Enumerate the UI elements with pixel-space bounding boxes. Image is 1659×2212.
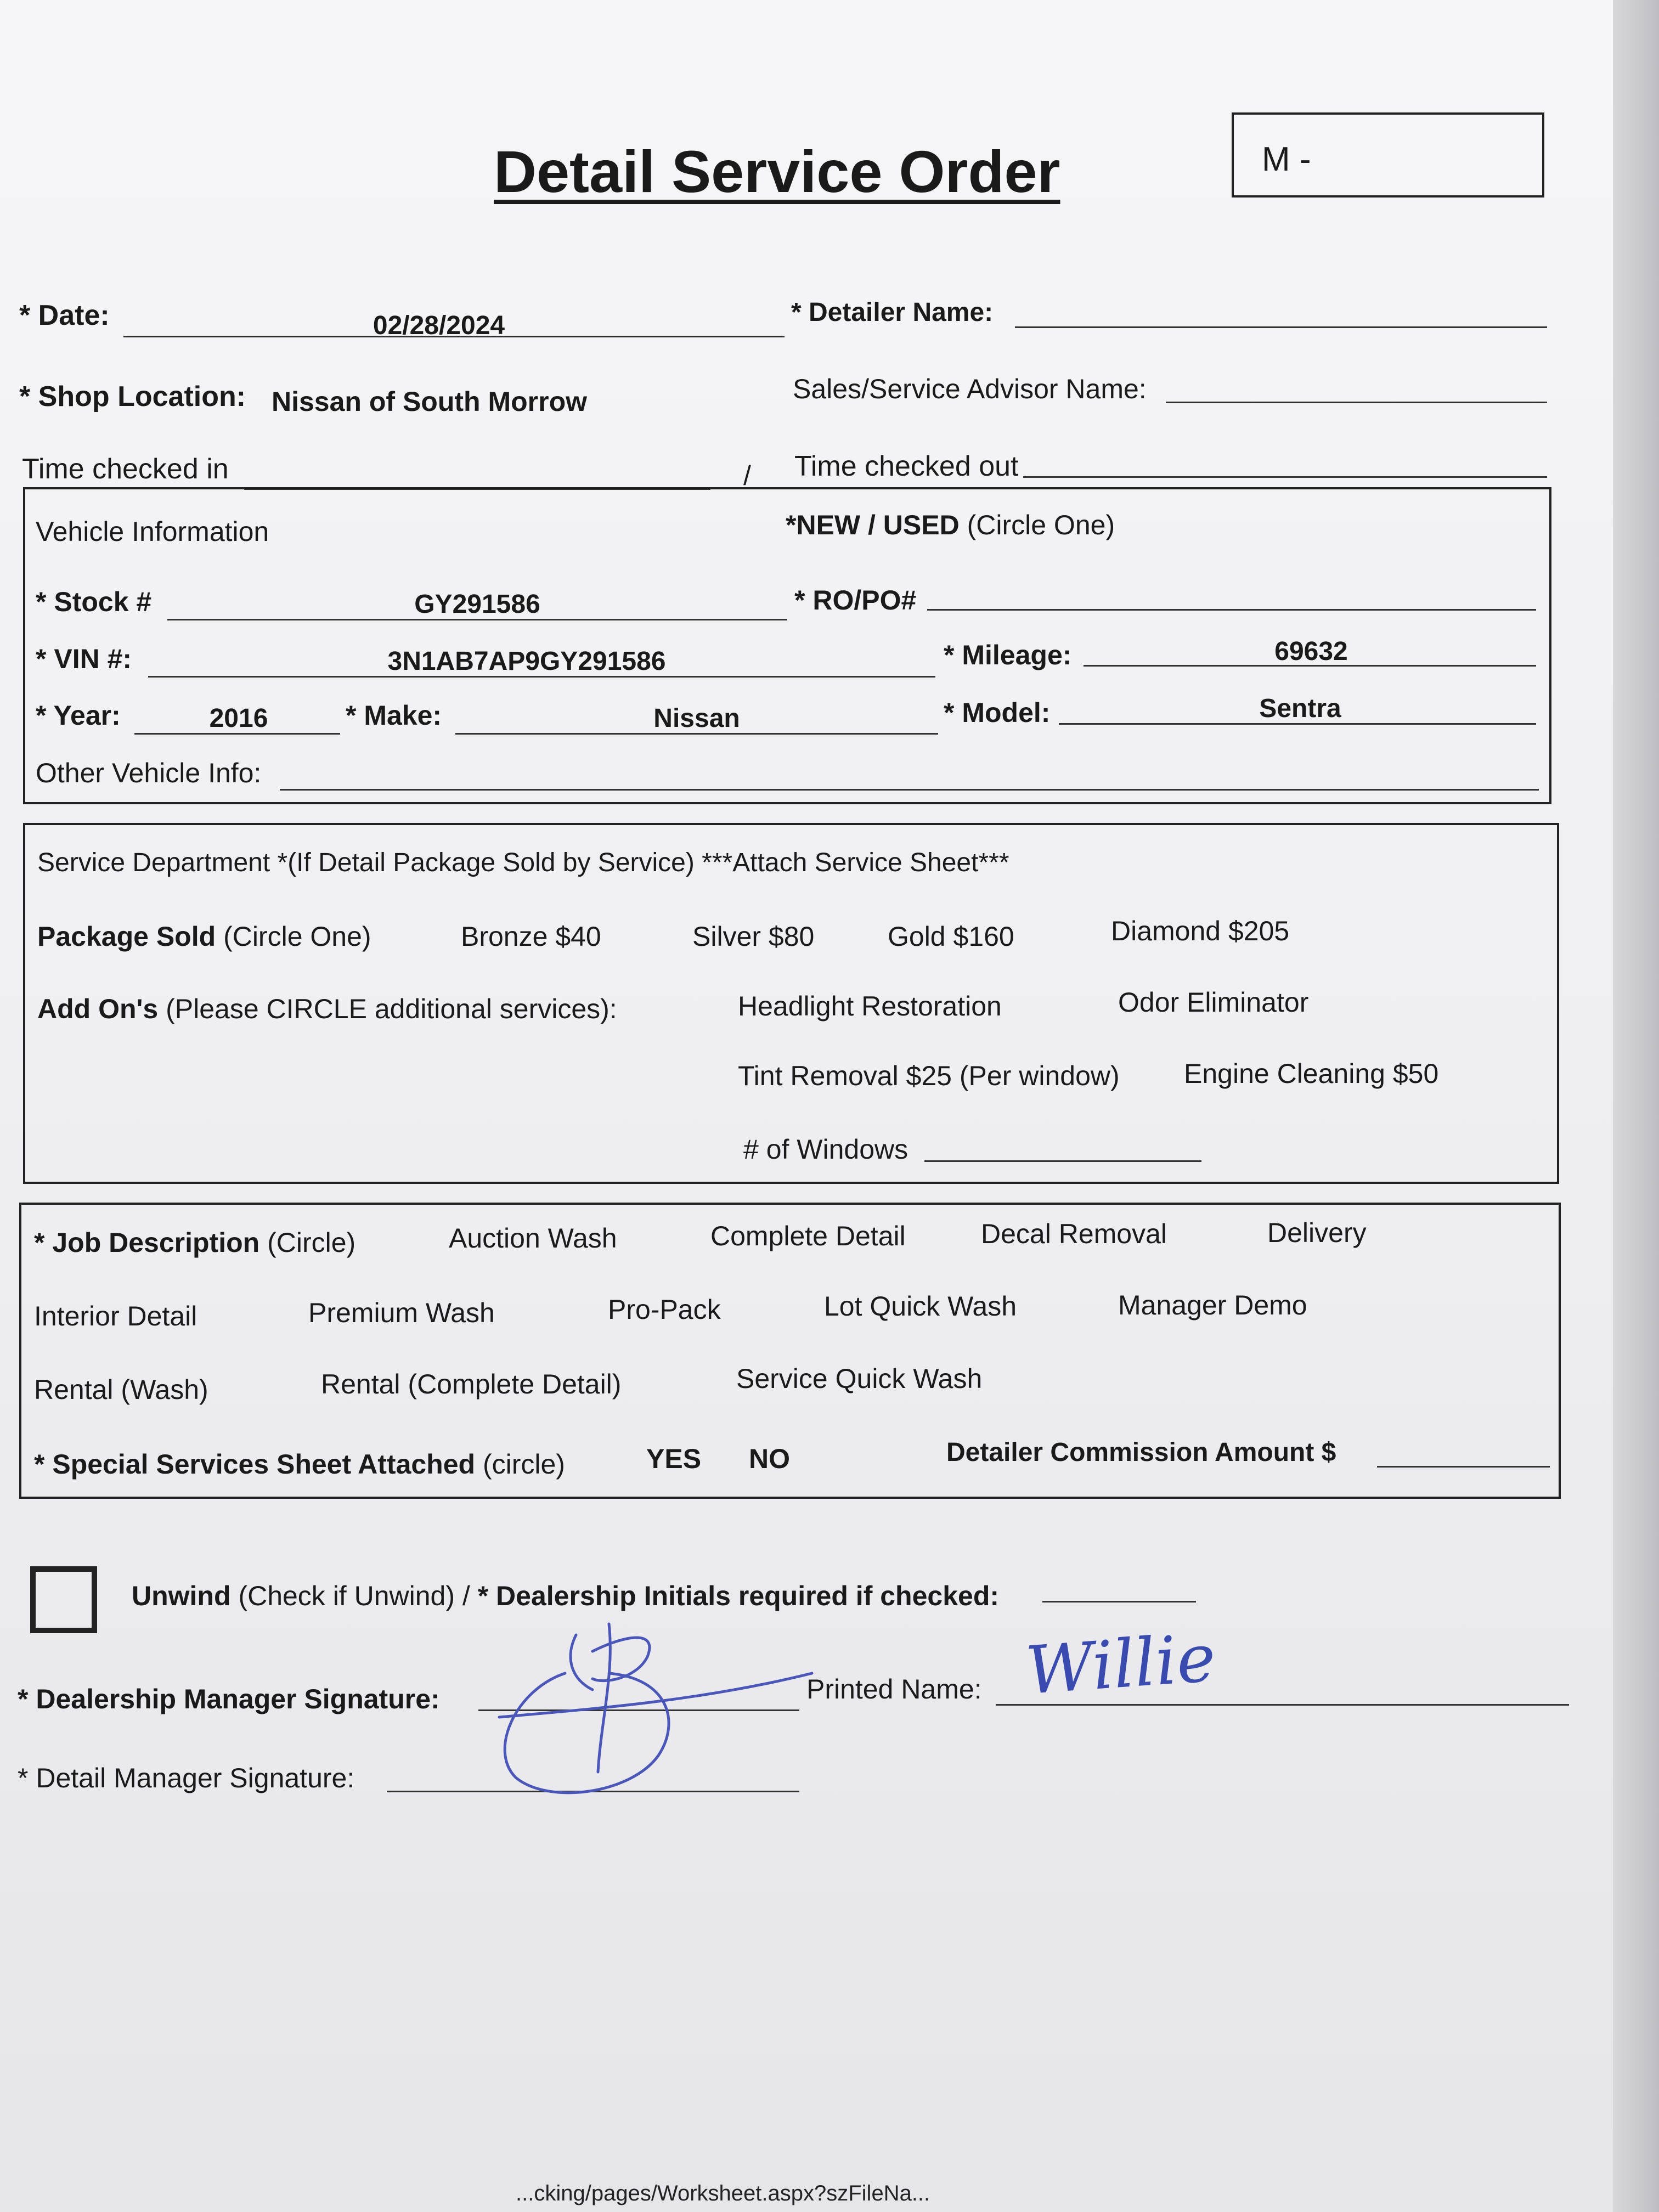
- addon-engine-cleaning[interactable]: Engine Cleaning $50: [1184, 1058, 1439, 1089]
- other-vehicle-info-label: Other Vehicle Info:: [36, 758, 262, 788]
- job-rental-complete-detail[interactable]: Rental (Complete Detail): [321, 1369, 622, 1400]
- job-service-quick-wash[interactable]: Service Quick Wash: [736, 1363, 983, 1394]
- ro-po-line[interactable]: [927, 609, 1536, 611]
- other-vehicle-info-line[interactable]: [280, 789, 1539, 791]
- package-gold[interactable]: Gold $160: [888, 921, 1014, 952]
- ro-po-label: * RO/PO#: [794, 585, 917, 616]
- new-used-hint: (Circle One): [967, 510, 1115, 540]
- windows-count-line[interactable]: [924, 1160, 1201, 1162]
- commission-label: Detailer Commission Amount $: [946, 1438, 1336, 1467]
- year-value: 2016: [209, 704, 268, 733]
- page-title: Detail Service Order: [494, 138, 1060, 205]
- vin-label: * VIN #:: [36, 644, 132, 674]
- shop-location-value: Nissan of South Morrow: [272, 386, 587, 417]
- package-sold-label: [37, 921, 371, 952]
- order-number-label: M -: [1262, 140, 1311, 178]
- package-silver[interactable]: Silver $80: [692, 921, 815, 952]
- time-slash: /: [743, 460, 751, 491]
- job-description-hint: (Circle): [267, 1227, 356, 1258]
- special-services-label: [34, 1448, 565, 1480]
- model-value: Sentra: [1259, 694, 1341, 723]
- job-lot-quick-wash[interactable]: Lot Quick Wash: [824, 1291, 1017, 1322]
- add-ons-label: [37, 993, 617, 1025]
- detailer-name-line[interactable]: [1015, 326, 1547, 328]
- dealership-initials-line[interactable]: [1042, 1601, 1196, 1602]
- date-value: 02/28/2024: [373, 311, 505, 340]
- printed-name-value: Willie: [1023, 1620, 1218, 1709]
- make-label: * Make:: [346, 700, 442, 731]
- advisor-name-line[interactable]: [1166, 402, 1547, 403]
- detail-manager-signature-label: * Detail Manager Signature:: [18, 1763, 355, 1793]
- dealership-manager-signature-label: * Dealership Manager Signature:: [18, 1684, 440, 1714]
- detailer-name-label: * Detailer Name:: [791, 298, 994, 327]
- job-pro-pack[interactable]: Pro-Pack: [608, 1294, 721, 1325]
- addon-headlight-restoration[interactable]: Headlight Restoration: [738, 991, 1002, 1022]
- job-premium-wash[interactable]: Premium Wash: [308, 1297, 495, 1328]
- job-delivery[interactable]: Delivery: [1267, 1217, 1367, 1248]
- new-used-label: *NEW / USED: [786, 510, 960, 540]
- job-rental-wash[interactable]: Rental (Wash): [34, 1374, 208, 1405]
- job-description-title: * Job Description: [34, 1227, 260, 1258]
- special-services-yes[interactable]: YES: [646, 1443, 702, 1474]
- addon-odor-eliminator[interactable]: Odor Eliminator: [1118, 987, 1309, 1018]
- job-interior-detail[interactable]: Interior Detail: [34, 1301, 198, 1331]
- advisor-name-label: Sales/Service Advisor Name:: [793, 374, 1147, 404]
- new-used-field[interactable]: [786, 509, 1115, 541]
- windows-count-label: # of Windows: [743, 1134, 909, 1165]
- time-out-line[interactable]: [1023, 476, 1547, 478]
- special-services-hint: (circle): [482, 1449, 565, 1480]
- package-bronze[interactable]: Bronze $40: [461, 921, 601, 952]
- shop-location-label: * Shop Location:: [19, 381, 246, 413]
- date-label: * Date:: [19, 300, 110, 331]
- package-sold-title: Package Sold: [37, 921, 216, 952]
- background-right: [1613, 0, 1659, 2212]
- printed-name-label: Printed Name:: [806, 1674, 982, 1705]
- make-value: Nissan: [653, 704, 740, 733]
- dealership-initials-label: * Dealership Initials required if checked:: [477, 1581, 1000, 1611]
- package-sold-hint: (Circle One): [223, 921, 371, 952]
- unwind-hint: (Check if Unwind) /: [238, 1581, 470, 1611]
- job-auction-wash[interactable]: Auction Wash: [449, 1223, 617, 1254]
- year-label: * Year:: [36, 700, 121, 731]
- unwind-checkbox[interactable]: [30, 1566, 97, 1633]
- stock-label: * Stock #: [36, 586, 152, 617]
- package-diamond[interactable]: Diamond $205: [1111, 916, 1290, 946]
- mileage-label: * Mileage:: [944, 640, 1072, 670]
- unwind-label: [132, 1580, 999, 1612]
- job-decal-removal[interactable]: Decal Removal: [981, 1218, 1167, 1249]
- job-description-label: [34, 1227, 356, 1259]
- service-department-header: Service Department *(If Detail Package Sold by Service) ***Attach Service Sheet***: [37, 848, 1009, 877]
- job-manager-demo[interactable]: Manager Demo: [1118, 1290, 1307, 1321]
- addon-tint-removal[interactable]: Tint Removal $25 (Per window): [738, 1060, 1120, 1091]
- job-complete-detail[interactable]: Complete Detail: [710, 1221, 906, 1251]
- time-in-label: Time checked in: [22, 453, 229, 485]
- add-ons-title: Add On's: [37, 994, 159, 1024]
- model-label: * Model:: [944, 697, 1051, 728]
- time-out-label: Time checked out: [794, 450, 1019, 482]
- mileage-value: 69632: [1274, 637, 1348, 666]
- special-services-no[interactable]: NO: [749, 1443, 790, 1474]
- handwritten-signature: [483, 1613, 933, 1821]
- special-services-title: * Special Services Sheet Attached: [34, 1449, 476, 1480]
- unwind-title: Unwind: [132, 1581, 231, 1611]
- vin-value: 3N1AB7AP9GY291586: [387, 647, 666, 676]
- stock-value: GY291586: [414, 590, 540, 619]
- footer-url: ...cking/pages/Worksheet.aspx?szFileNa...: [516, 2181, 930, 2205]
- vehicle-info-label: Vehicle Information: [36, 516, 269, 547]
- add-ons-hint: (Please CIRCLE additional services):: [166, 994, 617, 1024]
- commission-line[interactable]: [1377, 1466, 1550, 1468]
